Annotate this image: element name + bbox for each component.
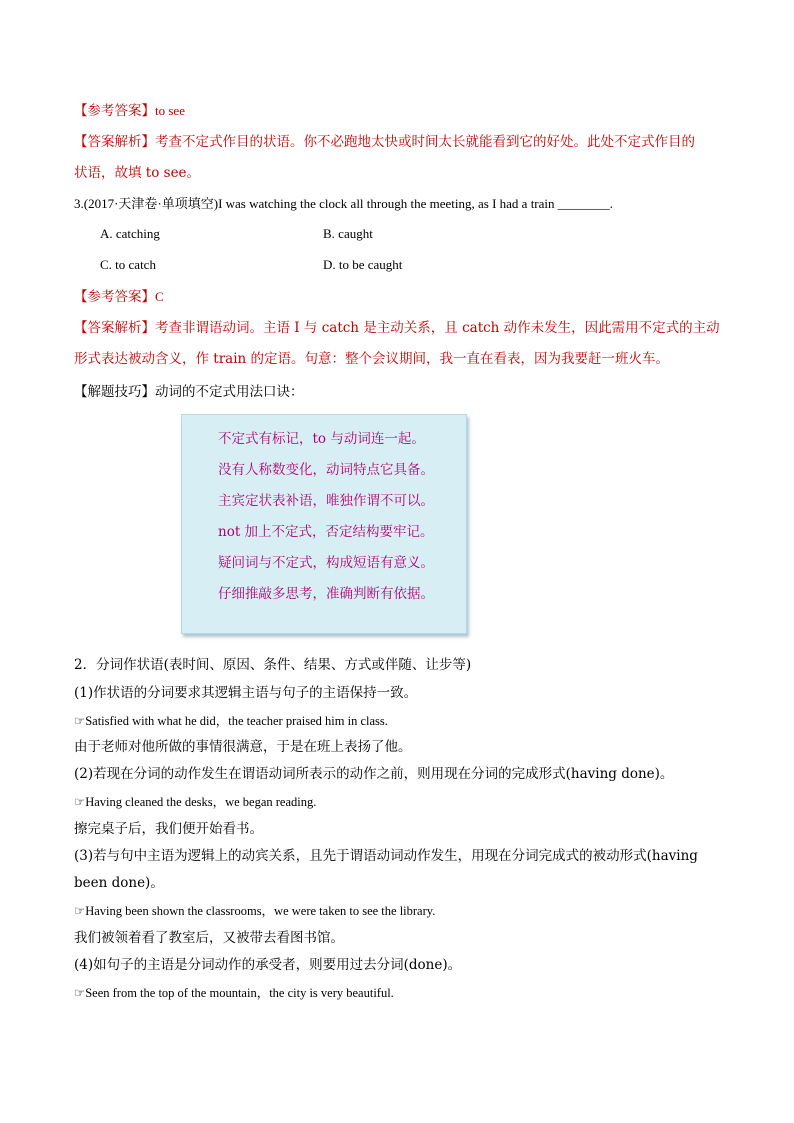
example-2: ☞Having cleaned the desks，we began reading. — [74, 795, 317, 809]
rule-2: (2)若现在分词的动作发生在谓语动词所表示的动作之前，则用现在分词的完成形式(having done)。 — [74, 766, 674, 782]
tip-text: 动词的不定式用法口诀： — [155, 384, 304, 400]
option-b: B. caught — [323, 226, 373, 241]
option-d: D. to be caught — [323, 257, 403, 272]
translation-3: 我们被领着看了教室后，又被带去看图书馆。 — [74, 930, 344, 946]
rhyme-line: 没有人称数变化，动词特点它具备。 — [218, 462, 434, 478]
rule-3-line-2: been done)。 — [74, 875, 164, 891]
analysis-2-line-1 — [74, 318, 720, 338]
rhyme-line: 主宾定状表补语，唯独作谓不可以。 — [218, 493, 434, 509]
rhyme-line: 不定式有标记，to 与动词连一起。 — [218, 431, 425, 447]
analysis-text: 考查非谓语动词。主语 I 与 catch 是主动关系，且 catch 动作未发生，因此需用不定式的主动 — [155, 320, 720, 336]
tip-tag: 【解题技巧】 — [74, 384, 155, 400]
rule-3-line-1: (3)若与句中主语为逻辑上的动宾关系，且先于谓语动词动作发生，用现在分词完成式的被动形式(having — [74, 848, 698, 864]
option-c: C. to catch — [100, 257, 156, 272]
analysis-text: 考查不定式作目的状语。你不必跑地太快或时间太长就能看到它的好处。此处不定式作目的 — [155, 134, 695, 150]
analysis-tag: 【答案解析】 — [74, 134, 155, 150]
example-4: ☞Seen from the top of the mountain，the city is very beautiful. — [74, 986, 394, 1000]
rhyme-line: 疑问词与不定式，构成短语有意义。 — [218, 555, 434, 571]
answer-text: C — [155, 289, 164, 304]
answer-text: to see — [155, 103, 185, 118]
example-1: ☞Satisfied with what he did，the teacher praised him in class. — [74, 714, 388, 728]
translation-2: 擦完桌子后，我们便开始看书。 — [74, 821, 263, 837]
example-3: ☞Having been shown the classrooms，we were taken to see the library. — [74, 904, 436, 918]
rhyme-box — [181, 414, 467, 634]
analysis-1-line-2: 状语，故填 to see。 — [74, 165, 201, 181]
answer-tag: 【参考答案】 — [74, 289, 155, 305]
section-2-title: 2．分词作状语(表时间、原因、条件、结果、方式或伴随、让步等) — [74, 657, 472, 673]
analysis-1-line-1 — [74, 132, 695, 152]
rhyme-line: 仔细推敲多思考，准确判断有依据。 — [218, 586, 434, 602]
analysis-tag: 【答案解析】 — [74, 320, 155, 336]
analysis-2-line-2: 形式表达被动含义，作 train 的定语。句意：整个会议期间，我一直在看表，因为我要赶一班火车。 — [74, 351, 670, 367]
answer-tag: 【参考答案】 — [74, 103, 155, 119]
question-3-stem: 3.(2017·天津卷·单项填空)I was watching the clock all through the meeting, as I had a train ________. — [74, 196, 614, 211]
rule-1: (1)作状语的分词要求其逻辑主语与句子的主语保持一致。 — [74, 685, 418, 701]
rhyme-line: not 加上不定式，否定结构要牢记。 — [218, 524, 434, 540]
answer-line-2 — [74, 287, 164, 307]
rule-4: (4)如句子的主语是分词动作的承受者，则要用过去分词(done)。 — [74, 957, 462, 973]
translation-1: 由于老师对他所做的事情很满意，于是在班上表扬了他。 — [74, 739, 412, 755]
answer-line-1 — [74, 101, 185, 121]
tip-line — [74, 382, 304, 402]
option-a: A. catching — [100, 226, 160, 241]
